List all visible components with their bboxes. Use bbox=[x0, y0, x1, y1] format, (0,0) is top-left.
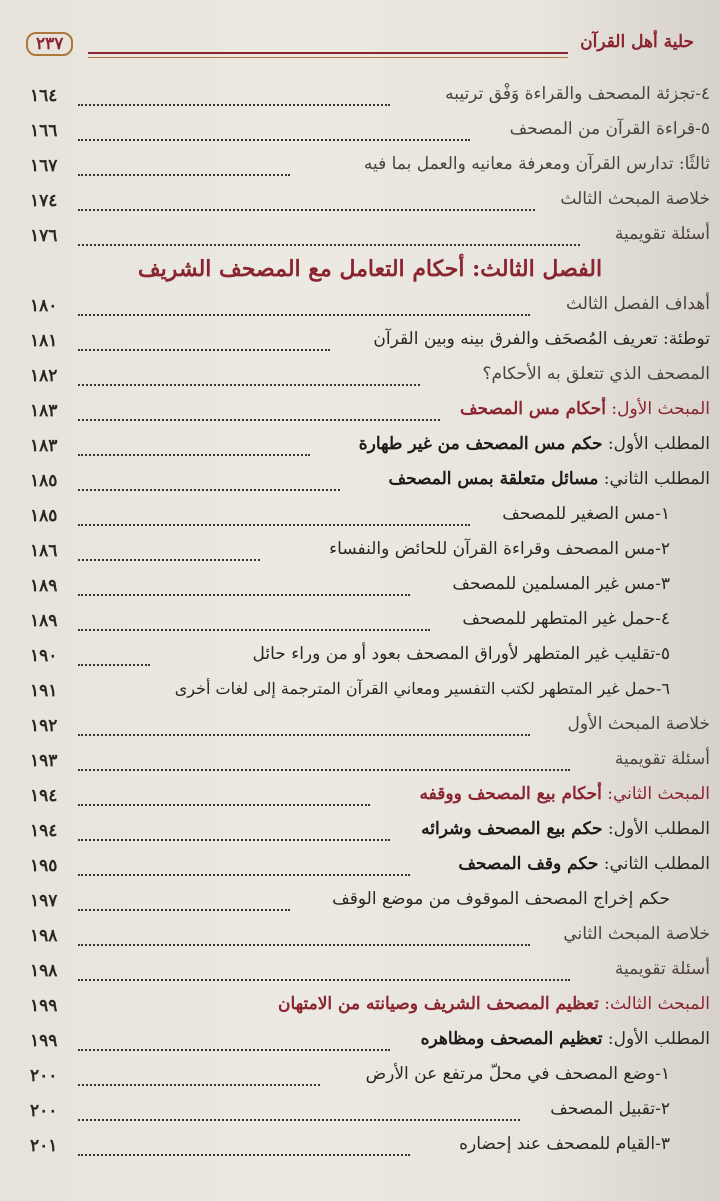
toc-entry-page: ١٨٥ bbox=[30, 506, 58, 526]
toc-entry bbox=[30, 1064, 710, 1096]
toc-entry-page: ٢٠٠ bbox=[30, 1066, 58, 1086]
toc-entry bbox=[30, 679, 710, 711]
section-prefix: المطلب الأول: bbox=[607, 434, 710, 454]
toc-entry bbox=[30, 84, 710, 116]
toc-leader-dots bbox=[78, 335, 330, 351]
toc-entry-label bbox=[421, 819, 710, 839]
toc-entry-label: حكم إخراج المصحف الموقوف من موضع الوقف bbox=[332, 889, 670, 909]
toc-entry bbox=[30, 469, 710, 501]
toc-entry-label: خلاصة المبحث الأول bbox=[567, 714, 710, 734]
toc-leader-dots bbox=[78, 300, 530, 316]
toc-entry bbox=[30, 539, 710, 571]
toc-leader-dots bbox=[78, 825, 390, 841]
toc-entry bbox=[30, 294, 710, 326]
toc-entry-label: ٢-تقبيل المصحف bbox=[550, 1099, 670, 1119]
toc-entry-label bbox=[421, 1029, 710, 1049]
toc-entry bbox=[30, 1134, 710, 1166]
section-prefix: المبحث الثالث: bbox=[604, 994, 710, 1014]
toc-entry bbox=[30, 1099, 710, 1131]
toc-leader-dots bbox=[78, 790, 370, 806]
toc-entry-page: ١٧٤ bbox=[30, 191, 58, 211]
toc-entry-page: ١٩٩ bbox=[30, 996, 58, 1016]
toc-leader-dots bbox=[78, 1105, 520, 1121]
page-number: ٢٣٧ bbox=[26, 32, 73, 56]
page-header bbox=[18, 28, 708, 68]
toc-entry-page: ٢٠٠ bbox=[30, 1101, 58, 1121]
toc-entry-page: ١٩٢ bbox=[30, 716, 58, 736]
toc-entry bbox=[30, 189, 710, 221]
section-title: أحكام بيع المصحف ووقفه bbox=[419, 784, 602, 804]
toc-entry-page: ١٩٥ bbox=[30, 856, 58, 876]
toc-entry-label: ١-وضع المصحف في محلّ مرتفع عن الأرض bbox=[365, 1064, 670, 1084]
toc-entry-label: ٤-حمل غير المتطهر للمصحف bbox=[462, 609, 670, 629]
toc-leader-dots bbox=[78, 125, 470, 141]
toc-leader-dots bbox=[78, 895, 290, 911]
toc-entry-label bbox=[359, 434, 710, 454]
toc-entry-page: ١٦٤ bbox=[30, 86, 58, 106]
toc-entry-label bbox=[278, 994, 710, 1014]
toc-entry-label bbox=[460, 399, 710, 419]
toc-entry-label: ١-مس الصغير للمصحف bbox=[502, 504, 670, 524]
toc-leader-dots bbox=[78, 90, 390, 106]
toc-entry-page: ١٧٦ bbox=[30, 226, 58, 246]
toc-entry-page: ١٦٧ bbox=[30, 156, 58, 176]
toc-entry-page: ١٨٢ bbox=[30, 366, 58, 386]
toc-entry-label: خلاصة المبحث الثالث bbox=[560, 189, 710, 209]
toc-leader-dots bbox=[78, 930, 530, 946]
toc-entry bbox=[30, 119, 710, 151]
toc-entry bbox=[30, 714, 710, 746]
toc-entry-page: ١٩٤ bbox=[30, 786, 58, 806]
running-title: حلية أهل القرآن bbox=[580, 32, 694, 52]
section-title: حكم وقف المصحف bbox=[458, 854, 599, 874]
toc-entry-label: ٥-قراءة القرآن من المصحف bbox=[509, 119, 710, 139]
toc-leader-dots bbox=[78, 580, 410, 596]
toc-entry-page: ١٨٩ bbox=[30, 611, 58, 631]
toc-leader-dots bbox=[78, 965, 570, 981]
toc-entry-label: أسئلة تقويمية bbox=[614, 749, 710, 769]
toc-entry bbox=[30, 574, 710, 606]
toc-entry bbox=[30, 889, 710, 921]
toc-leader-dots bbox=[78, 1070, 320, 1086]
toc-leader-dots bbox=[78, 545, 260, 561]
toc-entry-label: أسئلة تقويمية bbox=[614, 959, 710, 979]
toc-entry-label: ٢-مس المصحف وقراءة القرآن للحائض والنفساء bbox=[329, 539, 670, 559]
toc-leader-dots bbox=[78, 370, 420, 386]
toc-leader-dots bbox=[78, 650, 150, 666]
toc-entry-label: ٦-حمل غير المتطهر لكتب التفسير ومعاني القرآن المترجمة إلى لغات أخرى bbox=[174, 679, 670, 698]
toc-entry-label: أسئلة تقويمية bbox=[614, 224, 710, 244]
toc-entry bbox=[30, 749, 710, 781]
toc-entry bbox=[30, 434, 710, 466]
section-title: مسائل متعلقة بمس المصحف bbox=[388, 469, 599, 489]
toc-entry-label bbox=[420, 784, 710, 804]
toc-leader-dots bbox=[78, 860, 410, 876]
section-title: تعظيم المصحف الشريف وصيانته من الامتهان bbox=[277, 994, 599, 1014]
toc-entry-page: ١٦٦ bbox=[30, 121, 58, 141]
toc-entry-page: ١٨٣ bbox=[30, 436, 58, 456]
toc-entry bbox=[30, 924, 710, 956]
toc-entry-label: ٣-القيام للمصحف عند إحضاره bbox=[459, 1134, 670, 1154]
toc-entry-page: ١٨١ bbox=[30, 331, 58, 351]
toc-entry bbox=[30, 819, 710, 851]
toc-entry bbox=[30, 609, 710, 641]
toc-entry-label: أهداف الفصل الثالث bbox=[566, 294, 710, 314]
header-rule bbox=[88, 52, 568, 54]
toc-leader-dots bbox=[78, 510, 470, 526]
toc-entry bbox=[30, 504, 710, 536]
toc-entry-page: ١٨٦ bbox=[30, 541, 58, 561]
toc-entry-page: ١٩٤ bbox=[30, 821, 58, 841]
toc-entry-label: ثالثًا: تدارس القرآن ومعرفة معانيه والعمل بما فيه bbox=[363, 154, 710, 174]
toc-entry bbox=[30, 959, 710, 991]
toc-entry-label bbox=[458, 854, 710, 874]
toc-leader-dots bbox=[78, 405, 440, 421]
toc-entry-page: ١٩٨ bbox=[30, 961, 58, 981]
toc-leader-dots bbox=[78, 195, 535, 211]
section-prefix: المطلب الثاني: bbox=[603, 469, 710, 489]
toc-entry bbox=[30, 994, 710, 1026]
toc-entry bbox=[30, 329, 710, 361]
toc-entry-label: ٣-مس غير المسلمين للمصحف bbox=[452, 574, 670, 594]
toc-entry bbox=[30, 1029, 710, 1061]
section-title: حكم بيع المصحف وشرائه bbox=[421, 819, 603, 839]
section-title: تعظيم المصحف ومظاهره bbox=[420, 1029, 603, 1049]
toc-entry bbox=[30, 784, 710, 816]
section-title: حكم مس المصحف من غير طهارة bbox=[358, 434, 603, 454]
toc-entry bbox=[30, 154, 710, 186]
toc-entry bbox=[30, 399, 710, 431]
toc-entry-page: ١٩٧ bbox=[30, 891, 58, 911]
toc-leader-dots bbox=[78, 720, 530, 736]
toc-entry-page: ١٨٣ bbox=[30, 401, 58, 421]
toc-entry bbox=[30, 854, 710, 886]
toc-entry-page: ١٩٣ bbox=[30, 751, 58, 771]
toc-entry-label: خلاصة المبحث الثاني bbox=[563, 924, 710, 944]
toc-entry-page: ١٨٩ bbox=[30, 576, 58, 596]
toc-leader-dots bbox=[78, 1035, 390, 1051]
toc-leader-dots bbox=[78, 230, 580, 246]
toc-entry-page: ١٨٠ bbox=[30, 296, 58, 316]
toc-leader-dots bbox=[78, 160, 290, 176]
toc-entry-label: ٥-تقليب غير المتطهر لأوراق المصحف بعود أو من وراء حائل bbox=[252, 644, 670, 664]
toc-entry-label: توطئة: تعريف المُصحَف والفرق بينه وبين القرآن bbox=[373, 329, 710, 349]
section-prefix: المطلب الثاني: bbox=[603, 854, 710, 874]
section-prefix: المبحث الأول: bbox=[611, 399, 710, 419]
section-prefix: المبحث الثاني: bbox=[607, 784, 710, 804]
toc-entry-page: ١٩٠ bbox=[30, 646, 58, 666]
toc-entry bbox=[30, 644, 710, 676]
toc-leader-dots bbox=[78, 475, 340, 491]
toc-entry-label bbox=[388, 469, 710, 489]
toc-entry bbox=[30, 224, 710, 256]
toc-entry-page: ١٩٩ bbox=[30, 1031, 58, 1051]
toc-leader-dots bbox=[78, 755, 570, 771]
toc-entry-page: ١٨٥ bbox=[30, 471, 58, 491]
section-title: أحكام مس المصحف bbox=[459, 399, 606, 419]
section-prefix: المطلب الأول: bbox=[607, 819, 710, 839]
toc-entry-label: المصحف الذي تتعلق به الأحكام؟ bbox=[482, 364, 710, 384]
section-prefix: المطلب الأول: bbox=[607, 1029, 710, 1049]
toc-entry bbox=[30, 364, 710, 396]
toc-leader-dots bbox=[78, 440, 310, 456]
toc-entry-label: ٤-تجزئة المصحف والقراءة وَفْق ترتيبه bbox=[445, 84, 710, 104]
toc-leader-dots bbox=[78, 615, 430, 631]
toc-entry-page: ١٩١ bbox=[30, 681, 58, 701]
toc-entry-page: ٢٠١ bbox=[30, 1136, 58, 1156]
chapter-heading: الفصل الثالث: أحكام التعامل مع المصحف الشريف bbox=[137, 256, 603, 282]
toc-leader-dots bbox=[78, 1140, 410, 1156]
toc-entry-page: ١٩٨ bbox=[30, 926, 58, 946]
header-rule-thin bbox=[88, 57, 568, 58]
